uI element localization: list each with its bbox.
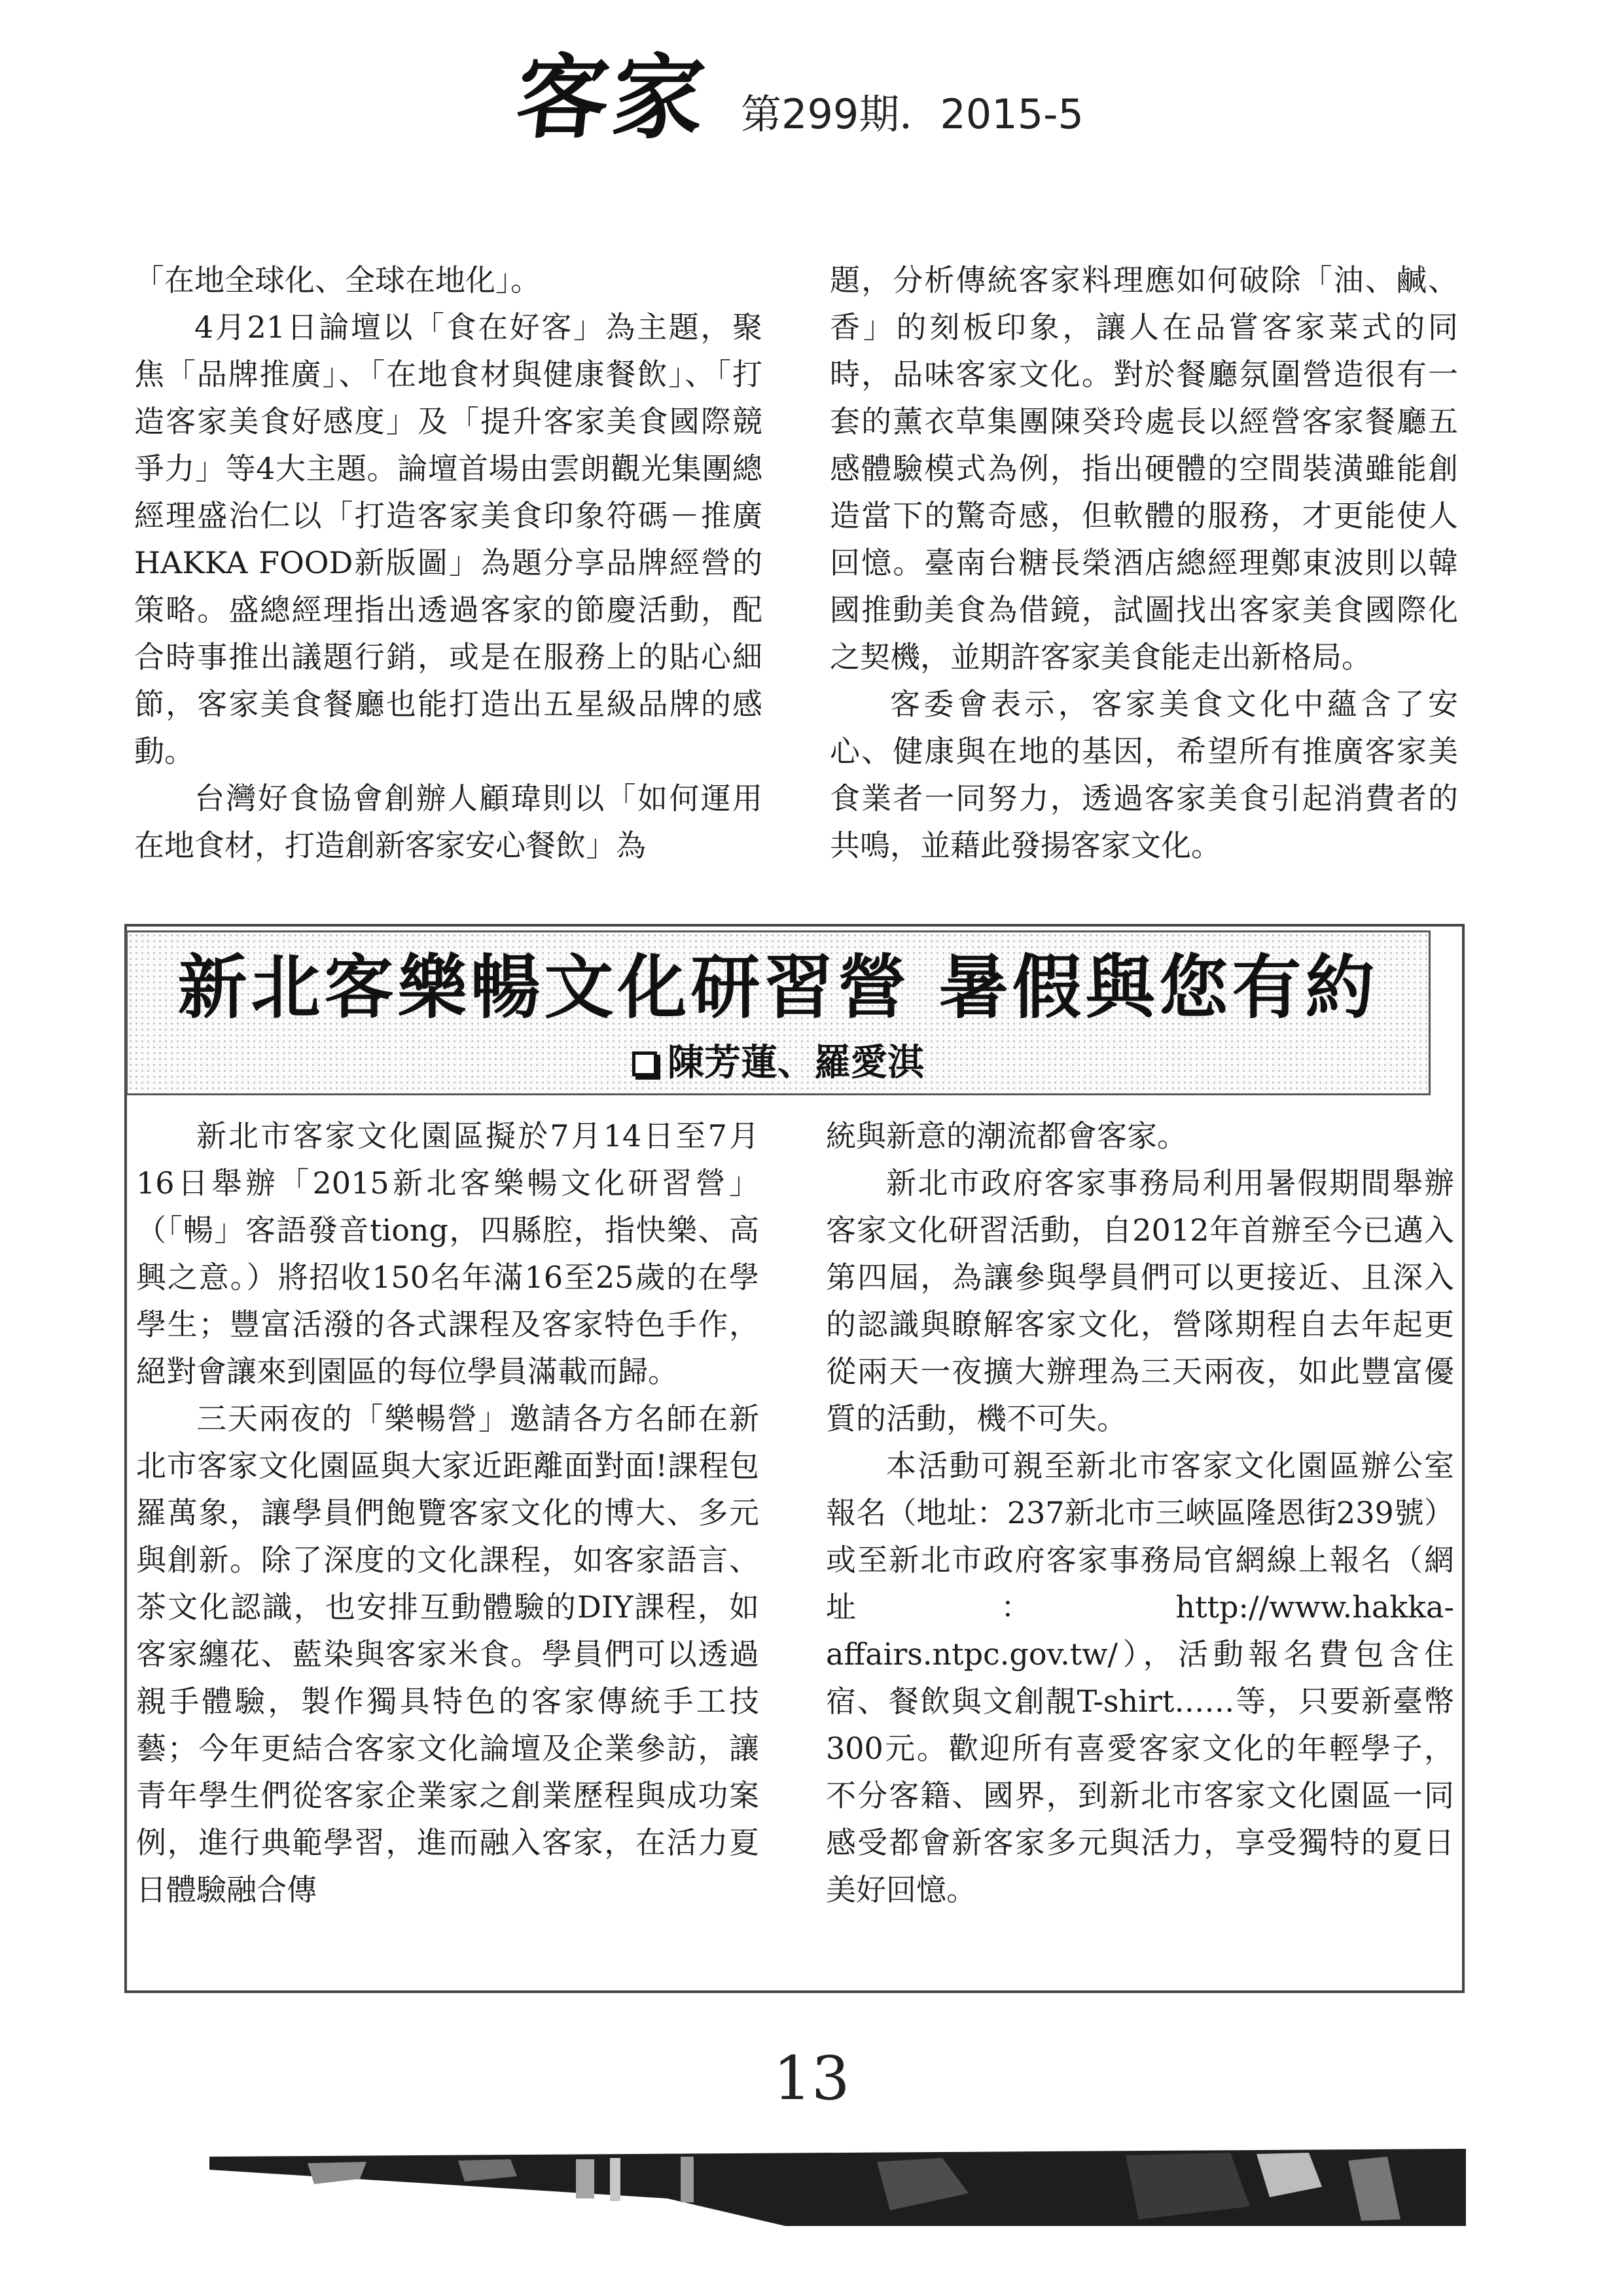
article-byline bbox=[128, 1040, 1429, 1086]
article-headline: 新北客樂暢文化研習營 暑假與您有約 bbox=[177, 947, 1379, 1028]
previous-article-left-column bbox=[134, 256, 762, 869]
byline-authors: 陳芳蓮、羅愛淇 bbox=[668, 1042, 924, 1084]
paragraph: 台灣好食協會創辦人顧瑋則以「如何運用在地食材，打造創新客家安心餐飲」為 bbox=[134, 781, 762, 863]
article-right-column bbox=[826, 1112, 1454, 1913]
paragraph: 統與新意的潮流都會客家。 bbox=[826, 1118, 1187, 1154]
paragraph: 4月21日論壇以「食在好客」為主題，聚焦「品牌推廣」、「在地食材與健康餐飲」、「打造客家美食好感度」及「提升客家美食國際競爭力」等4大主題。論壇首場由雲朗觀光集團總經理盛治仁以「打造客家美食印象符碼－推廣HAKKA FOOD新版圖」為題分享品牌經營的策略。盛總經理指出透過客家的節慶活動，配合時事推出議題行銷，或是在服務上的貼心細節，客家美食餐廳也能打造出五星級品牌的感動。 bbox=[134, 309, 762, 769]
page-number: 13 bbox=[773, 2043, 850, 2113]
paragraph: 三天兩夜的「樂暢營」邀請各方名師在新北市客家文化園區與大家近距離面對面!課程包羅萬象，讓學員們飽覽客家文化的博大、多元與創新。除了深度的文化課程，如客家語言、茶文化認識，也安排互動體驗的DIY課程，如客家纏花、藍染與客家米食。學員們可以透過親手體驗，製作獨具特色的客家傳統手工技藝；今年更結合客家文化論壇及企業參訪，讓青年學生們從客家企業家之創業歷程與成功案例，進行典範學習，進而融入客家，在活力夏日體驗融合傳 bbox=[136, 1401, 759, 1907]
issue-label: 第299期．2015-5 bbox=[741, 90, 1084, 138]
article-left-column bbox=[136, 1112, 759, 1913]
checkbox-bullet-icon bbox=[632, 1051, 657, 1076]
paragraph: 新北市政府客家事務局利用暑假期間舉辦客家文化研習活動，自2012年首辦至今已邁入第四屆，為讓參與學員們可以更接近、且深入的認識與瞭解客家文化，營隊期程自去年起更從兩天一夜擴大辦理為三天兩夜，如此豐富優質的活動，機不可失。 bbox=[826, 1165, 1454, 1436]
paragraph: 本活動可親至新北市客家文化園區辦公室報名（地址：237新北市三峽區隆恩街239號）或至新北市政府客家事務局官網線上報名（網址：http://www.hakka-affairs.ntpc.gov.tw/），活動報名費包含住宿、餐飲與文創靚T-shirt……等，只要新臺幣300元。歡迎所有喜愛客家文化的年輕學子，不分客籍、國界，到新北市客家文化園區一同感受都會新客家多元與活力，享受獨特的夏日美好回憶。 bbox=[826, 1448, 1454, 1907]
footer-photo-strip bbox=[209, 2147, 1466, 2226]
magazine-logo: 客家 bbox=[511, 44, 714, 152]
paragraph: 「在地全球化、全球在地化」。 bbox=[134, 262, 541, 298]
paragraph: 題，分析傳統客家料理應如何破除「油、鹹、香」的刻板印象，讓人在品嘗客家菜式的同時，品味客家文化。對於餐廳氛圍營造很有一套的薰衣草集團陳癸玲處長以經營客家餐廳五感體驗模式為例，指出硬體的空間裝潢雖能創造當下的驚奇感，但軟體的服務，才更能使人回憶。臺南台糖長榮酒店總經理鄭東波則以韓國推動美食為借鏡，試圖找出客家美食國際化之契機，並期許客家美食能走出新格局。 bbox=[830, 262, 1458, 675]
previous-article-right-column bbox=[830, 256, 1458, 869]
masthead bbox=[511, 44, 1084, 152]
paragraph: 客委會表示，客家美食文化中蘊含了安心、健康與在地的基因，希望所有推廣客家美食業者一同努力，透過客家美食引起消費者的共鳴，並藉此發揚客家文化。 bbox=[830, 686, 1458, 863]
paragraph: 新北市客家文化園區擬於7月14日至7月16日舉辦「2015新北客樂暢文化研習營」（「暢」客語發音tiong，四縣腔，指快樂、高興之意。）將招收150名年滿16至25歲的在學學生；豐富活潑的各式課程及客家特色手作，絕對會讓來到園區的每位學員滿載而歸。 bbox=[136, 1118, 759, 1389]
headline-panel bbox=[126, 930, 1431, 1095]
